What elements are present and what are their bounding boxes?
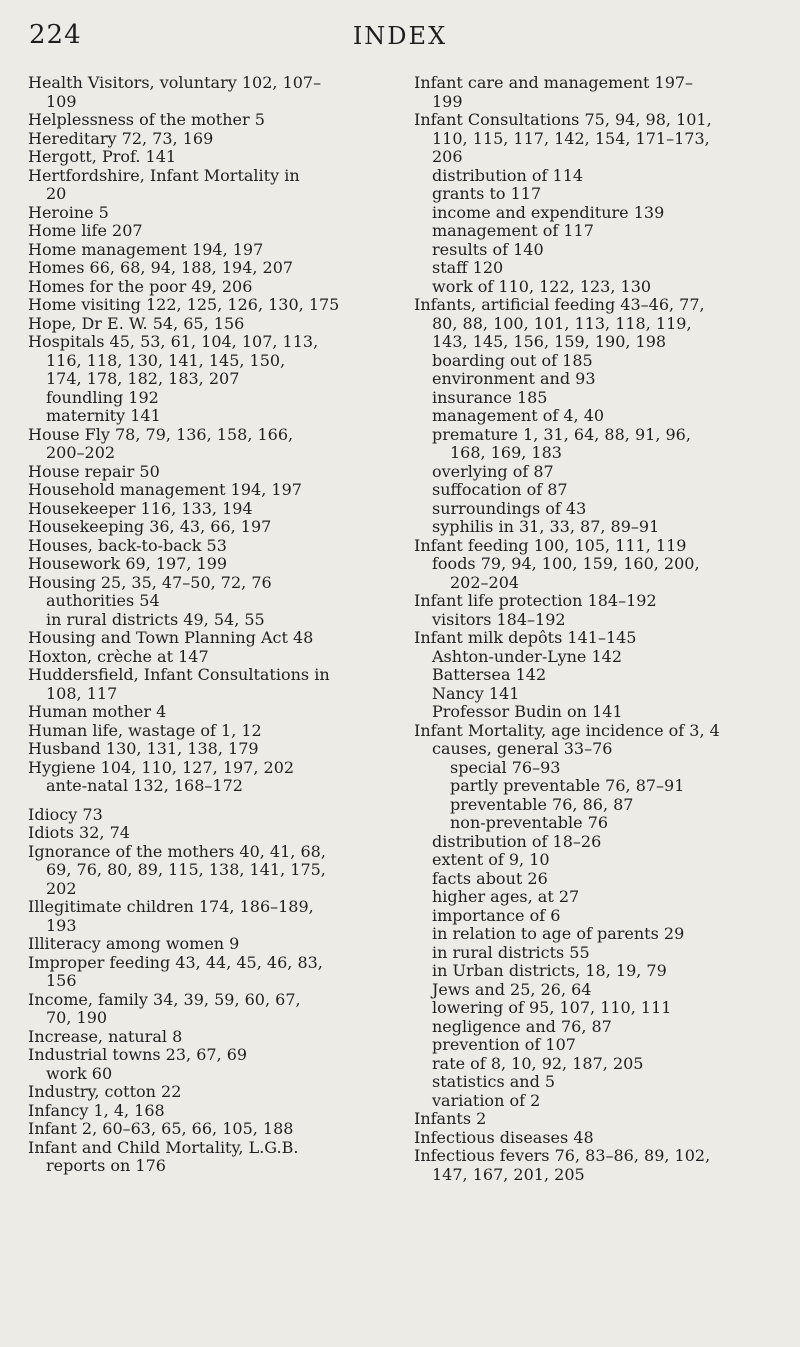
index-entry: Income, family 34, 39, 59, 60, 67, [28,989,301,1009]
index-subentry: partly preventable 76, 87–91 [450,776,685,795]
index-subentry: ante-natal 132, 168–172 [46,776,243,795]
index-entry: Illiteracy among women 9 [28,934,240,953]
index-entry: Huddersfield, Infant Consultations in [28,665,330,684]
index-subentry: 174, 178, 182, 183, 207 [46,369,240,388]
index-entry: Health Visitors, voluntary 102, 107– [28,73,322,92]
index-subentry: extent of 9, 10 [432,850,550,869]
index-subentry: environment and 93 [432,369,596,388]
index-subentry: 147, 167, 201, 205 [432,1164,585,1184]
index-subentry: facts about 26 [432,868,548,888]
index-subentry: foods 79, 94, 100, 159, 160, 200, [432,554,700,573]
index-subentry: income and expenditure 139 [432,202,665,222]
index-subentry: non-preventable 76 [450,813,609,832]
index-entry: House repair 50 [28,461,160,481]
index-entry: Human mother 4 [28,702,167,721]
index-subentry: boarding out of 185 [432,350,593,370]
index-subentry: variation of 2 [432,1090,541,1110]
index-subentry: 202 [46,878,77,898]
index-entry: Infants 2 [414,1109,487,1128]
index-entry: Idiocy 73 [28,804,103,824]
index-subentry: 143, 145, 156, 159, 190, 198 [432,332,667,351]
index-subentry: prevention of 107 [432,1035,576,1054]
index-entry: Industry, cotton 22 [28,1082,182,1101]
index-subentry: in rural districts 49, 54, 55 [46,609,265,629]
index-subentry: 110, 115, 117, 142, 154, 171–173, [432,128,710,148]
index-subentry: 20 [46,184,67,203]
index-subentry: 168, 169, 183 [450,443,562,462]
index-entry: Infants, artificial feeding 43–46, 77, [414,295,705,314]
index-subentry: higher ages, at 27 [432,887,580,906]
index-entry: Infant 2, 60–63, 65, 66, 105, 188 [28,1119,294,1138]
index-subentry: Ashton-under-Lyne 142 [432,646,622,666]
index-subentry: importance of 6 [432,905,561,925]
index-entry: Hospitals 45, 53, 61, 104, 107, 113, [28,332,319,351]
index-subentry: lowering of 95, 107, 110, 111 [432,998,672,1017]
index-entry: Housing 25, 35, 47–50, 72, 76 [28,572,272,592]
index-entry: Husband 130, 131, 138, 179 [28,739,259,758]
page-header [0,0,800,60]
index-entry: Housekeeper 116, 133, 194 [28,498,253,518]
index-subentry: insurance 185 [432,387,548,407]
index-subentry: Nancy 141 [432,683,520,703]
index-subentry: 206 [432,147,463,166]
index-subentry: surroundings of 43 [432,498,587,518]
index-entry: Hoxton, crèche at 147 [28,646,209,666]
index-entry: Infant Consultations 75, 94, 98, 101, [414,110,712,129]
index-subentry: negligence and 76, 87 [432,1016,612,1036]
index-subentry: special 76–93 [450,757,561,777]
index-subentry: 199 [432,91,463,111]
index-subentry: work of 110, 122, 123, 130 [432,276,652,296]
index-entry: Home management 194, 197 [28,239,264,259]
index-entry: Improper feeding 43, 44, 45, 46, 83, [28,952,323,972]
index-column-right [414,74,789,1184]
index-subentry: 70, 190 [46,1008,108,1027]
index-subentry: 116, 118, 130, 141, 145, 150, [46,350,286,370]
index-subentry: 109 [46,91,77,111]
index-subentry: authorities 54 [46,591,160,610]
index-subentry: premature 1, 31, 64, 88, 91, 96, [432,424,691,444]
index-entry: Homes for the poor 49, 206 [28,276,253,296]
index-subentry: reports on 176 [46,1156,166,1175]
index-entry: Infant life protection 184–192 [414,591,657,610]
index-subentry: management of 4, 40 [432,406,605,425]
index-entry: Homes 66, 68, 94, 188, 194, 207 [28,258,294,277]
index-subentry: 202–204 [450,572,520,592]
index-subentry: causes, general 33–76 [432,739,613,758]
index-entry: Infectious fevers 76, 83–86, 89, 102, [414,1146,711,1165]
index-subentry: overlying of 87 [432,461,554,481]
index-subentry: distribution of 18–26 [432,831,602,851]
index-entry: Idiots 32, 74 [28,823,130,842]
index-entry: Industrial towns 23, 67, 69 [28,1045,248,1064]
index-subentry: staff 120 [432,258,504,277]
index-subentry: in relation to age of parents 29 [432,924,685,943]
index-entry: Household management 194, 197 [28,480,302,499]
index-subentry: Battersea 142 [432,665,547,684]
index-subentry: maternity 141 [46,406,161,425]
index-entry: Hergott, Prof. 141 [28,147,177,166]
index-subentry: 193 [46,915,77,935]
index-entry: Infectious diseases 48 [414,1127,594,1147]
index-entry: Increase, natural 8 [28,1026,183,1046]
index-entry: Human life, wastage of 1, 12 [28,720,262,740]
index-entry: Infant Mortality, age incidence of 3, 4 [414,720,720,740]
index-entry: Home visiting 122, 125, 126, 130, 175 [28,295,340,314]
index-entry: Heroine 5 [28,202,109,222]
index-entry: Hertfordshire, Infant Mortality in [28,165,300,185]
index-entry: Hereditary 72, 73, 169 [28,128,214,148]
index-entry: Ignorance of the mothers 40, 41, 68, [28,841,326,861]
index-subentry: Jews and 25, 26, 64 [432,979,592,999]
index-entry: Infancy 1, 4, 168 [28,1100,165,1120]
section-gap [28,796,403,806]
index-subentry: 200–202 [46,443,116,462]
index-subentry: in rural districts 55 [432,942,590,962]
index-entry: Houses, back-to-back 53 [28,535,227,555]
index-subentry: 108, 117 [46,683,118,703]
index-entry: Infant and Child Mortality, L.G.B. [28,1137,299,1157]
index-entry: Housework 69, 197, 199 [28,554,228,573]
index-entry: Housekeeping 36, 43, 66, 197 [28,517,272,536]
index-entry: Housing and Town Planning Act 48 [28,628,314,647]
index-entry: Hygiene 104, 110, 127, 197, 202 [28,757,295,777]
index-entry: Home life 207 [28,221,143,240]
index-subentry: Professor Budin on 141 [432,702,623,721]
running-title: INDEX [352,22,448,50]
index-subentry: foundling 192 [46,387,159,407]
index-subentry: in Urban districts, 18, 19, 79 [432,961,667,980]
index-subentry: 69, 76, 80, 89, 115, 138, 141, 175, [46,860,326,879]
index-column-left [28,74,403,1176]
index-entry: Illegitimate children 174, 186–189, [28,897,314,916]
index-entry: Infant feeding 100, 105, 111, 119 [414,535,687,555]
index-subentry: management of 117 [432,221,594,240]
index-subentry: grants to 117 [432,184,542,203]
index-entry: Hope, Dr E. W. 54, 65, 156 [28,313,245,333]
index-subentry: suffocation of 87 [432,480,568,499]
index-subentry: distribution of 114 [432,165,584,185]
index-subentry: preventable 76, 86, 87 [450,794,634,814]
index-subentry: 80, 88, 100, 101, 113, 118, 119, [432,313,692,333]
index-entry: Helplessness of the mother 5 [28,110,265,129]
index-subentry: 156 [46,971,77,990]
index-subentry: statistics and 5 [432,1072,556,1091]
index-subentry: rate of 8, 10, 92, 187, 205 [432,1053,644,1073]
page-number: 224 [29,20,82,50]
index-subentry: work 60 [46,1063,113,1083]
index-entry: Infant milk depôts 141–145 [414,628,637,647]
index-subentry: results of 140 [432,239,544,259]
index-entry: House Fly 78, 79, 136, 158, 166, [28,424,294,444]
index-entry: Infant care and management 197– [414,73,694,92]
index-subentry: syphilis in 31, 33, 87, 89–91 [432,517,660,536]
index-subentry: visitors 184–192 [432,609,566,629]
